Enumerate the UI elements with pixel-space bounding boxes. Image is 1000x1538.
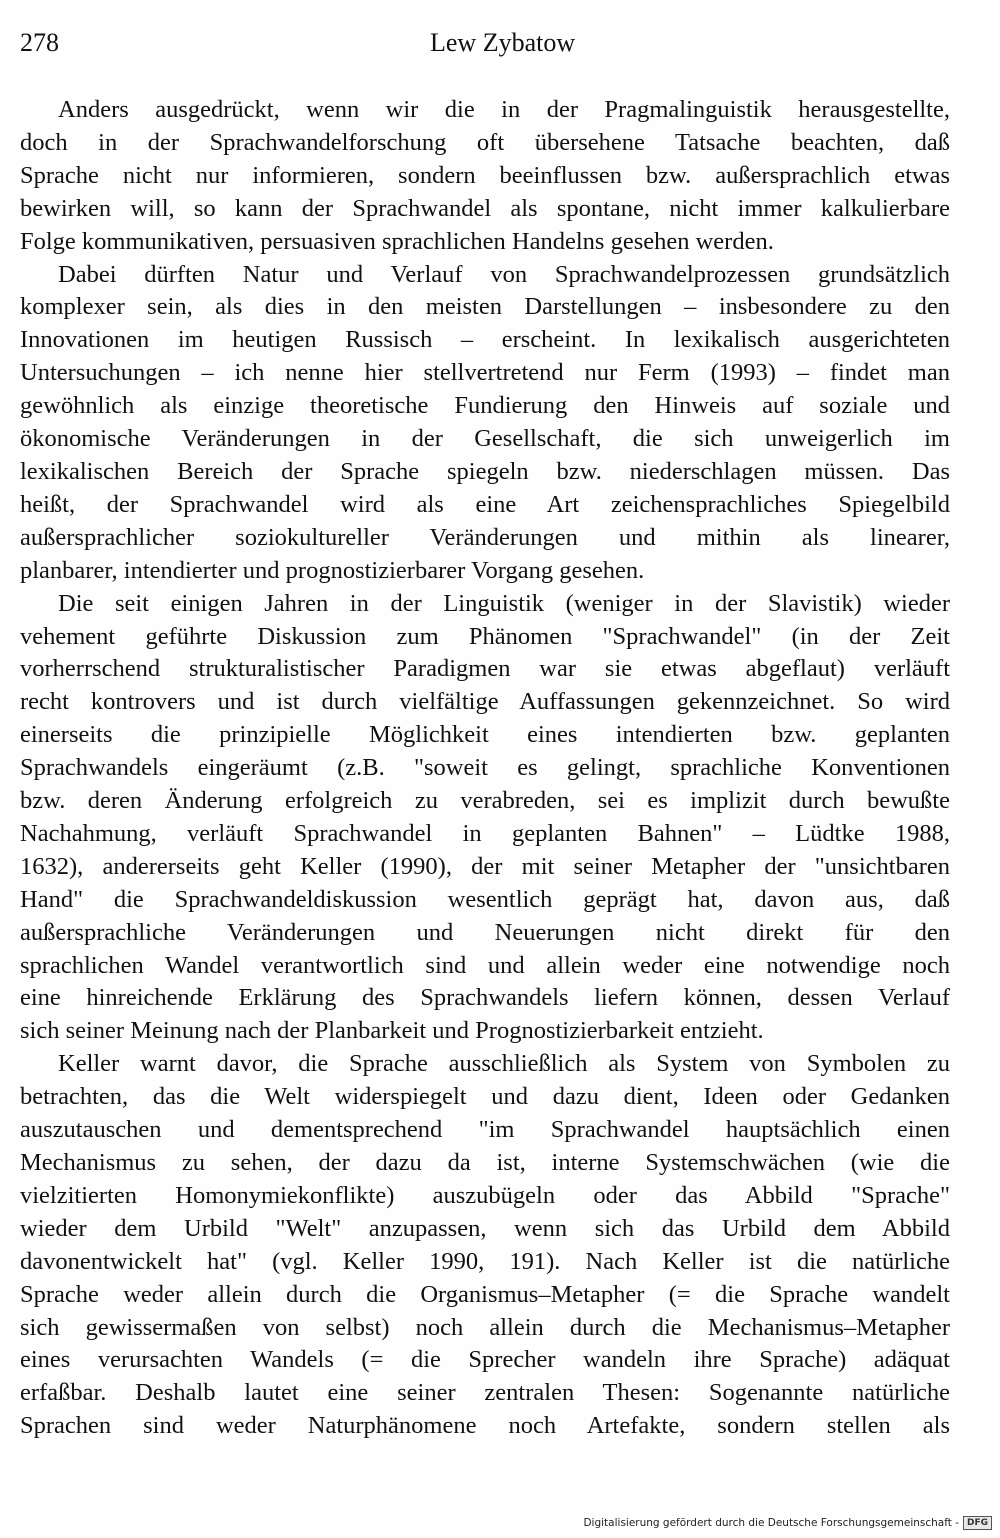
text-line: eine hinreichende Erklärung des Sprachwandels liefern können, dessen Verlauf xyxy=(20,984,950,1012)
text-line: Die seit einigen Jahren in der Linguistik (weniger in der Slavistik) wieder xyxy=(58,589,950,617)
paragraph-3 xyxy=(20,588,950,1049)
text-line: vehement geführte Diskussion zum Phänomen "Sprachwandel" (in der Zeit xyxy=(20,622,950,650)
text-line: eines verursachten Wandels (= die Sprecher wandeln ihre Sprache) adäquat xyxy=(20,1346,950,1374)
text-line: Innovationen im heutigen Russisch – erscheint. In lexikalisch ausgerichteten xyxy=(20,326,950,354)
text-line: gewöhnlich als einzige theoretische Fundierung den Hinweis auf soziale und xyxy=(20,392,950,420)
text-line: lexikalischen Bereich der Sprache spiegeln bzw. niederschlagen müssen. Das xyxy=(20,457,950,485)
paragraph-2 xyxy=(20,259,950,588)
text-line: sich gewissermaßen von selbst) noch allein durch die Mechanismus–Metapher xyxy=(20,1313,950,1341)
text-line: Untersuchungen – ich nenne hier stellvertretend nur Ferm (1993) – findet man xyxy=(20,359,950,387)
text-line: heißt, der Sprachwandel wird als eine Art zeichensprachliches Spiegelbild xyxy=(20,490,950,518)
text-line: Anders ausgedrückt, wenn wir die in der Pragmalinguistik herausgestellte, xyxy=(58,96,950,123)
text-line: Keller warnt davor, die Sprache ausschließlich als System von Symbolen zu xyxy=(58,1050,950,1078)
text-line: Sprachen sind weder Naturphänomene noch Artefakte, sondern stellen als xyxy=(20,1412,950,1440)
text-line: einerseits die prinzipielle Möglichkeit eines intendierten bzw. geplanten xyxy=(20,721,950,749)
page-header xyxy=(20,28,950,68)
digitization-footer xyxy=(583,1516,992,1530)
text-line: außersprachlicher soziokultureller Veränderungen und mithin als linearer, xyxy=(20,523,950,551)
body-text xyxy=(20,94,950,1443)
text-line: Nachahmung, verläuft Sprachwandel in geplanten Bahnen" – Lüdtke 1988, xyxy=(20,819,950,847)
text-line: sich seiner Meinung nach der Planbarkeit und Prognostizierbarkeit entzieht. xyxy=(20,1017,764,1045)
text-line: recht kontrovers und ist durch vielfältige Auffassungen gekennzeichnet. So wird xyxy=(20,688,950,716)
text-line: vielzitierten Homonymiekonflikte) auszubügeln oder das Abbild "Sprache" xyxy=(20,1181,950,1209)
text-line: Dabei dürften Natur und Verlauf von Sprachwandelprozessen grundsätzlich xyxy=(58,260,950,288)
footer-text: Digitalisierung gefördert durch die Deutsche Forschungsgemeinschaft - xyxy=(583,1517,959,1529)
text-line: wieder dem Urbild "Welt" anzupassen, wenn sich das Urbild dem Abbild xyxy=(20,1214,950,1242)
text-line: Mechanismus zu sehen, der dazu da ist, interne Systemschwächen (wie die xyxy=(20,1149,950,1176)
text-line: Hand" die Sprachwandeldiskussion wesentlich geprägt hat, davon aus, daß xyxy=(20,885,950,913)
text-line: planbarer, intendierter und prognostizierbarer Vorgang gesehen. xyxy=(20,556,645,584)
text-line: vorherrschend strukturalistischer Paradigmen war sie etwas abgeflaut) verläuft xyxy=(20,655,950,683)
text-line: auszutauschen und dementsprechend "im Sprachwandel hauptsächlich einen xyxy=(20,1116,950,1144)
text-line: komplexer sein, als dies in den meisten Darstellungen – insbesondere zu den xyxy=(20,293,950,321)
text-line: davonentwickelt hat" (vgl. Keller 1990, 191). Nach Keller ist die natürliche xyxy=(20,1247,950,1275)
text-line: Sprachwandels eingeräumt (z.B. "soweit es gelingt, sprachliche Konventionen xyxy=(20,754,950,782)
paragraph-4 xyxy=(20,1048,950,1443)
text-line: bewirken will, so kann der Sprachwandel als spontane, nicht immer kalkulierbare xyxy=(20,194,950,222)
dfg-logo-icon: DFG xyxy=(963,1516,992,1530)
text-line: Folge kommunikativen, persuasiven sprachlichen Handelns gesehen werden. xyxy=(20,227,774,255)
running-head: Lew Zybatow xyxy=(430,28,576,57)
text-line: doch in der Sprachwandelforschung oft übersehene Tatsache beachten, daß xyxy=(20,128,950,156)
text-line: erfaßbar. Deshalb lautet eine seiner zentralen Thesen: Sogenannte natürliche xyxy=(20,1379,950,1407)
paragraph-1 xyxy=(20,94,950,259)
page-number: 278 xyxy=(20,28,59,57)
text-line: 1632), andererseits geht Keller (1990), der mit seiner Metapher der "unsichtbaren xyxy=(20,852,950,880)
text-line: Sprache weder allein durch die Organismus–Metapher (= die Sprache wandelt xyxy=(20,1280,950,1308)
text-line: betrachten, das die Welt widerspiegelt und dazu dient, Ideen oder Gedanken xyxy=(20,1083,950,1111)
text-line: ökonomische Veränderungen in der Gesellschaft, die sich unweigerlich im xyxy=(20,425,950,453)
text-line: außersprachliche Veränderungen und Neuerungen nicht direkt für den xyxy=(20,918,950,946)
text-line: sprachlichen Wandel verantwortlich sind und allein weder eine notwendige noch xyxy=(20,951,950,979)
text-line: bzw. deren Änderung erfolgreich zu verabreden, sei es implizit durch bewußte xyxy=(20,787,950,815)
text-line: Sprache nicht nur informieren, sondern beeinflussen bzw. außersprachlich etwas xyxy=(20,161,950,189)
